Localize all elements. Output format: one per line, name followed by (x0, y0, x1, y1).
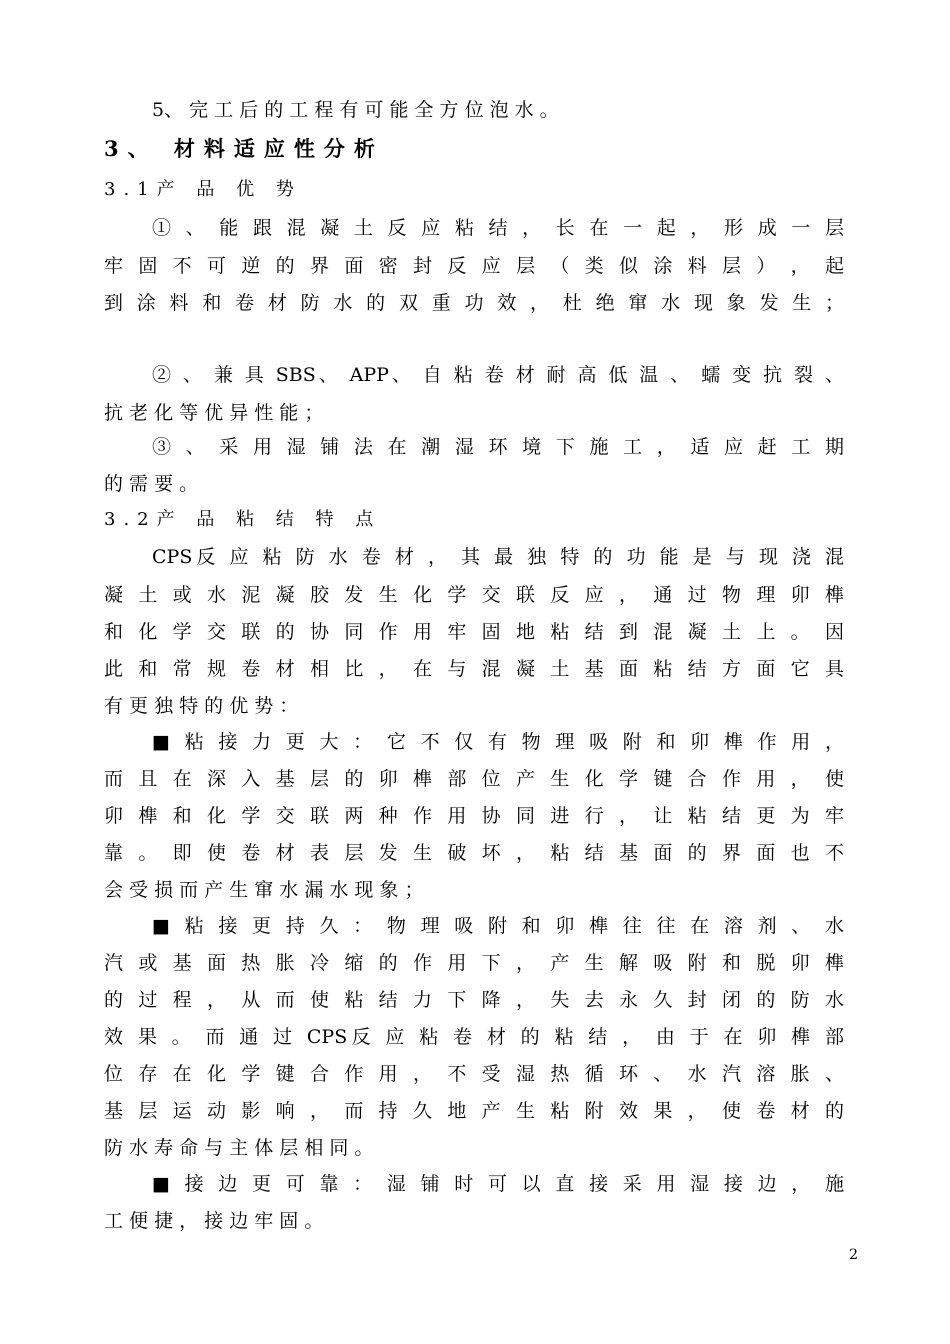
paragraph-line: 的 过 程 ， 从 而 使 粘 结 力 下 降 ， 失 去 永 久 封 闭 的 防 水 (104, 989, 844, 1011)
paragraph-line: 的 需 要 。 (104, 473, 199, 495)
section-heading: 3、 材料适应性分析 (104, 136, 384, 161)
paragraph-line: 会 受 损 而 产 生 窜 水 漏 水 现 象 ； (104, 879, 424, 901)
paragraph-line: 防 水 寿 命 与 主 体 层 相 同 。 (104, 1137, 374, 1159)
paragraph-line: 牢 固 不 可 逆 的 界 面 密 封 反 应 层 （ 类 似 涂 料 层 ） ， 起 (104, 255, 844, 277)
paragraph-line: 基 层 运 动 影 响 ， 而 持 久 地 产 生 粘 附 效 果 ， 使 卷 材 的 (104, 1100, 844, 1122)
paragraph-line: 汽 或 基 面 热 胀 冷 缩 的 作 用 下 ， 产 生 解 吸 附 和 脱 卯 榫 (104, 952, 844, 974)
paragraph-line: 有 更 独 特 的 优 势 ： (104, 695, 299, 717)
paragraph-line: 抗 老 化 等 优 异 性 能 ； (104, 402, 324, 424)
subsection-heading: 3.2产 品 粘 结 特 点 (104, 509, 382, 530)
paragraph-line: ① 、 能 跟 混 凝 土 反 应 粘 结 ， 长 在 一 起 ， 形 成 一 层 (152, 217, 844, 239)
paragraph-line: 而 且 在 深 入 基 层 的 卯 榫 部 位 产 生 化 学 键 合 作 用 ， 使 (104, 768, 844, 790)
paragraph-line: 卯 榫 和 化 学 交 联 两 种 作 用 协 同 进 行 ， 让 粘 结 更 为 牢 (104, 805, 844, 827)
page-number: 2 (849, 1247, 858, 1263)
paragraph-line: ③ 、 采 用 湿 铺 法 在 潮 湿 环 境 下 施 工 ， 适 应 赶 工 期 (152, 436, 844, 458)
paragraph-line: 凝 土 或 水 泥 凝 胶 发 生 化 学 交 联 反 应 ， 通 过 物 理 卯 榫 (104, 584, 844, 606)
bullet-line: ■ 接 边 更 可 靠 ： 湿 铺 时 可 以 直 接 采 用 湿 接 边 ， 施 (152, 1173, 844, 1195)
paragraph-line: 位 存 在 化 学 键 合 作 用 ， 不 受 湿 热 循 环 、 水 汽 溶 胀 、 (104, 1063, 844, 1085)
paragraph-line: 效 果 。 而 通 过 CPS反 应 粘 卷 材 的 粘 结 ， 由 于 在 卯 榫 部 (104, 1026, 844, 1048)
subsection-heading: 3.1产 品 优 势 (104, 179, 302, 200)
paragraph-line: 此 和 常 规 卷 材 相 比 ， 在 与 混 凝 土 基 面 粘 结 方 面 它 具 (104, 658, 844, 680)
paragraph-line: ② 、 兼 具 SBS、 APP、 自 粘 卷 材 耐 高 低 温 、 蠕 变 抗 裂 、 (152, 364, 844, 386)
paragraph-line: CPS反 应 粘 防 水 卷 材 ， 其 最 独 特 的 功 能 是 与 现 浇 混 (152, 546, 844, 568)
paragraph-line: 到 涂 料 和 卷 材 防 水 的 双 重 功 效 ， 杜 绝 窜 水 现 象 发 生 ； (104, 292, 844, 314)
paragraph-line: 靠 。 即 使 卷 材 表 层 发 生 破 坏 ， 粘 结 基 面 的 界 面 也 不 (104, 842, 844, 864)
paragraph-line: 工 便 捷 ， 接 边 牢 固 。 (104, 1210, 324, 1232)
bullet-line: ■ 粘 接 力 更 大 ： 它 不 仅 有 物 理 吸 附 和 卯 榫 作 用 ， (152, 731, 844, 753)
bullet-line: ■ 粘 接 更 持 久 ： 物 理 吸 附 和 卯 榫 往 往 在 溶 剂 、 水 (152, 915, 844, 937)
paragraph-line: 5、 完 工 后 的 工 程 有 可 能 全 方 位 泡 水 。 (152, 99, 559, 121)
paragraph-line: 和 化 学 交 联 的 协 同 作 用 牢 固 地 粘 结 到 混 凝 土 上 。 因 (104, 621, 844, 643)
